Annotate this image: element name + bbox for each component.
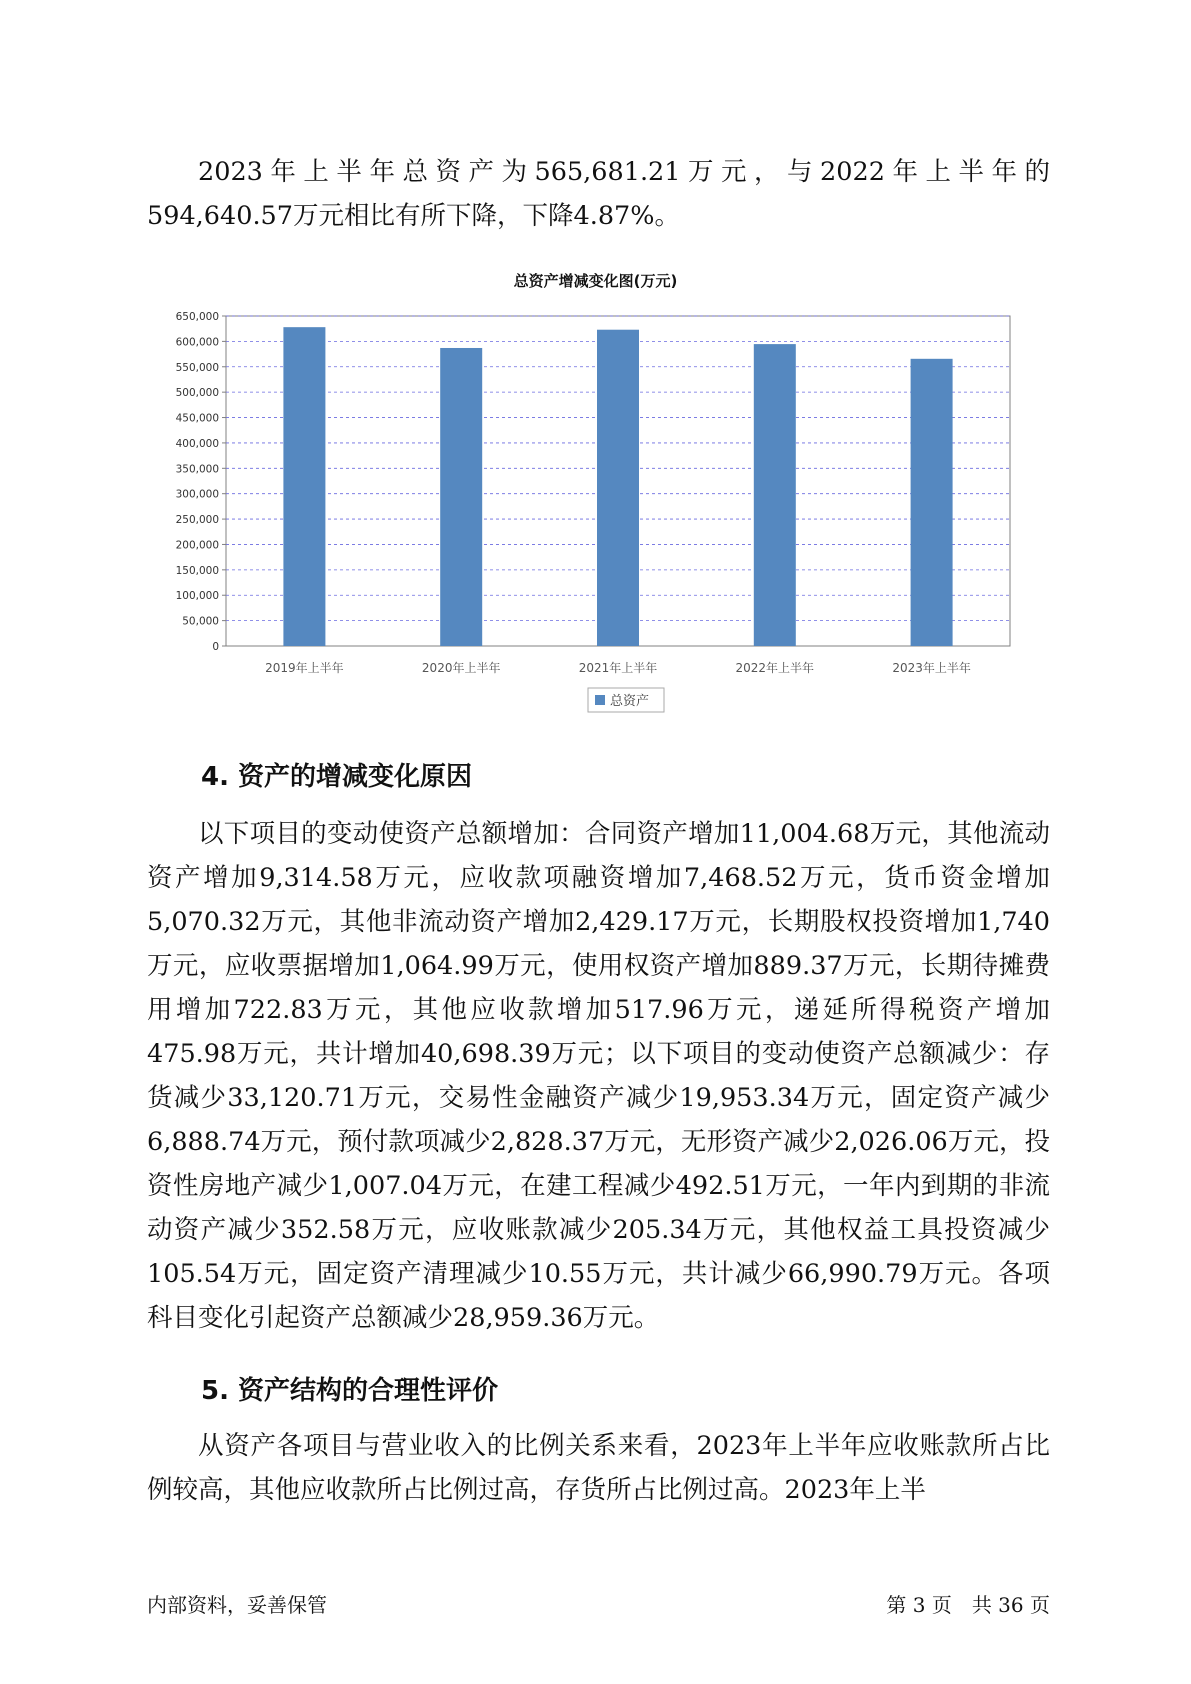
y-tick-label: 450,000 bbox=[175, 412, 219, 425]
y-tick-label: 200,000 bbox=[175, 539, 219, 552]
chart-title: 总资产增减变化图(万元) bbox=[513, 272, 678, 290]
y-tick-label: 650,000 bbox=[175, 311, 219, 323]
x-tick-label: 2020年上半年 bbox=[421, 661, 501, 675]
section-4-body: 以下项目的变动使资产总额增加：合同资产增加11,004.68万元，其他流动资产增加9,314.58万元，应收款项融资增加7,468.52万元，货币资金增加5,070.32万元，其他非流动资产增加2,429.17万元，长期股权投资增加1,740万元，应收票据增加1,064.99万元，使用权资产增加889.37万元，长期待摊费用增加722.83万元，其他应收款增加517.96万元，递延所得税资产增加475.98万元，共计增加40,698.39万元；以下项目的变动使资产总额减少：存货减少33,120.71万元，交易性金融资产减少19,953.34万元，固定资产减少6,888.74万元，预付款项减少2,828.37万元，无形资产减少2,026.06万元，投资性房地产减少1,007.04万元，在建工程减少492.51万元，一年内到期的非流动资产减少352.58万元，应收账款减少205.34万元，其他权益工具投资减少105.54万元，固定资产清理减少10.55万元，共计减少66,990.79万元。各项科目变化引起资产总额减少28,959.36万元。 bbox=[147, 819, 1050, 1333]
footer-page-number: 第 3 页 共 36 页 bbox=[886, 1593, 1050, 1617]
y-tick-label: 500,000 bbox=[175, 387, 219, 400]
y-tick-label: 250,000 bbox=[175, 514, 219, 527]
bar-4 bbox=[754, 344, 796, 646]
y-tick-label: 150,000 bbox=[175, 564, 219, 577]
y-tick-label: 550,000 bbox=[175, 361, 219, 374]
intro-paragraph: 2023年上半年总资产为565,681.21万元，与2022年上半年的594,640.57万元相比有所下降，下降4.87%。 bbox=[147, 157, 1050, 231]
bar-3 bbox=[597, 330, 639, 646]
x-tick-label: 2019年上半年 bbox=[265, 661, 344, 675]
bar-2 bbox=[440, 348, 482, 646]
legend-swatch bbox=[595, 695, 605, 705]
x-tick-label: 2022年上半年 bbox=[735, 661, 815, 675]
y-tick-label: 100,000 bbox=[175, 590, 219, 603]
section-5-heading: 5. 资产结构的合理性评价 bbox=[201, 1376, 499, 1406]
y-tick-label: 600,000 bbox=[175, 336, 219, 349]
total-assets-bar-chart bbox=[150, 300, 1020, 720]
bar-1 bbox=[283, 327, 325, 646]
y-tick-label: 50,000 bbox=[182, 615, 219, 628]
footer-confidential-note: 内部资料，妥善保管 bbox=[147, 1593, 327, 1617]
x-tick-label: 2023年上半年 bbox=[892, 661, 971, 675]
x-tick-label: 2021年上半年 bbox=[578, 661, 658, 675]
y-tick-label: 300,000 bbox=[175, 488, 219, 501]
y-tick-label: 350,000 bbox=[175, 463, 219, 476]
y-tick-label: 0 bbox=[212, 641, 219, 653]
section-5-body: 从资产各项目与营业收入的比例关系来看，2023年上半年应收账款所占比例较高，其他应收款所占比例过高，存货所占比例过高。2023年上半 bbox=[147, 1431, 1050, 1505]
legend-label: 总资产 bbox=[610, 694, 650, 709]
bar-5 bbox=[911, 359, 953, 646]
section-4-heading: 4. 资产的增减变化原因 bbox=[201, 762, 473, 792]
y-tick-label: 400,000 bbox=[175, 437, 219, 450]
